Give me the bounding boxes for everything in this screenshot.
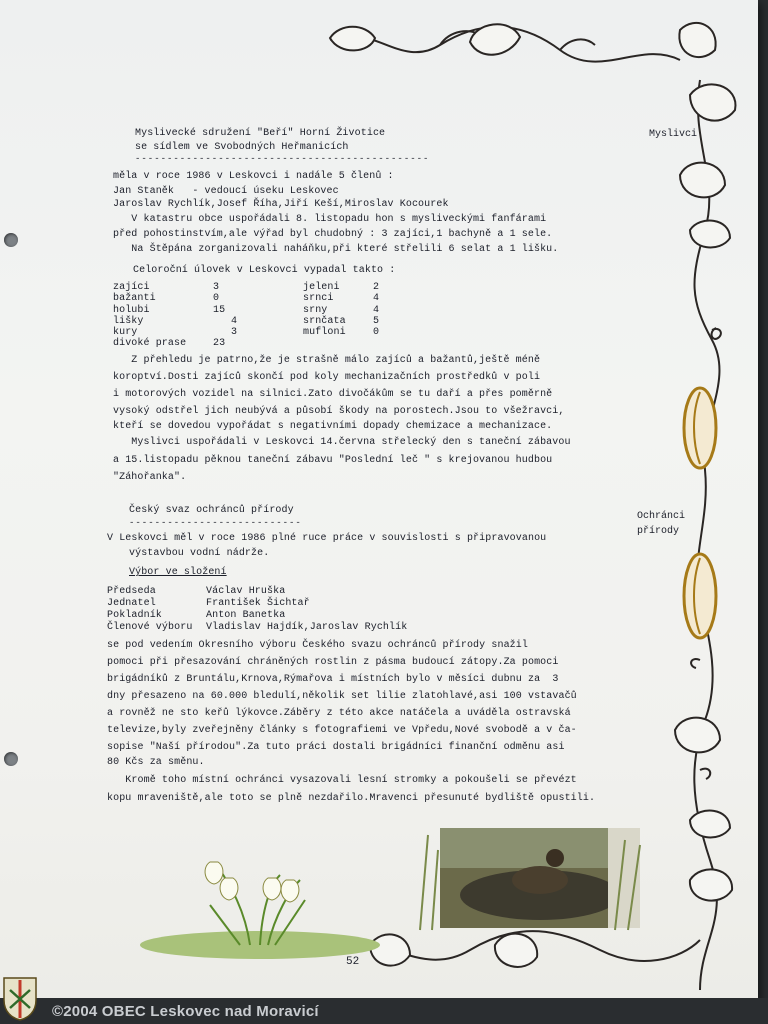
header-line: se sídlem ve Svobodných Heřmanicích bbox=[135, 142, 349, 153]
catch-name: kury bbox=[113, 327, 138, 338]
catch-name: srnčata bbox=[303, 316, 346, 327]
catch-name: mufloni bbox=[303, 327, 346, 338]
committee-name: Václav Hruška bbox=[206, 586, 286, 597]
summary-line: Z přehledu je patrno,že je strašně málo zajíců a bažantů,ještě méně bbox=[113, 355, 541, 366]
summary-line: vysoký odstřel jich neubývá a působí škody na porostech.Jsou to všežravci, bbox=[113, 406, 565, 417]
catch-count: 0 bbox=[213, 293, 220, 304]
catch-count: 0 bbox=[373, 327, 380, 338]
summary-line: kteří se dovedou vypořádat s negativními dopady chemizace a mechanizace. bbox=[113, 421, 553, 432]
committee-role: Pokladník bbox=[107, 610, 162, 621]
committee-role: Jednatel bbox=[107, 598, 156, 609]
catch-count: 2 bbox=[373, 282, 380, 293]
catch-count: 4 bbox=[373, 293, 380, 304]
closing-line: Kromě toho místní ochránci vysazovali lesní stromky a pokoušeli se převézt bbox=[107, 775, 577, 786]
margin-note: Myslivci bbox=[649, 129, 698, 140]
protection-line: pomoci při přesazování chráněných rostlin z pásma budoucí zátopy.Za pomoci bbox=[107, 657, 559, 668]
committee-name: Anton Banetka bbox=[206, 610, 286, 621]
section2-title: Český svaz ochránců přírody bbox=[129, 505, 294, 516]
snowdrop-flowers bbox=[140, 862, 380, 959]
catch-count: 5 bbox=[373, 316, 380, 327]
committee-name: Vladislav Hajdík,Jaroslav Rychlík bbox=[206, 622, 408, 633]
committee-name: František Šichtař bbox=[206, 598, 310, 609]
catch-name: srnci bbox=[303, 293, 334, 304]
committee-heading: Výbor ve složení bbox=[129, 567, 227, 578]
summary-line: koroptví.Dosti zajíců skončí pod koly mechanizačních prostředků v poli bbox=[113, 372, 541, 383]
protection-line: televize,byly zveřejněny články s fotografiemi ve Vpředu,Nové svobodě a v ča- bbox=[107, 725, 577, 736]
member-line: Jaroslav Rychlík,Josef Říha,Jiří Keší,Miroslav Kocourek bbox=[113, 199, 449, 210]
header-line: Myslivecké sdružení "Beří" Horní Životice bbox=[135, 128, 386, 139]
catch-name: jeleni bbox=[303, 282, 340, 293]
catch-count: 15 bbox=[213, 305, 226, 316]
protection-line: 80 Kčs za směnu. bbox=[107, 757, 205, 768]
committee-role: Členové výboru bbox=[107, 622, 193, 633]
protection-line: a rovněž ne sto keřů lýkovce.Záběry z této akce natáčela a uváděla ostravská bbox=[107, 708, 571, 719]
section2-line: V Leskovci měl v roce 1986 plné ruce práce v souvislosti s připravovanou bbox=[107, 533, 547, 544]
catch-heading: Celoroční úlovek v Leskovci vypadal takto : bbox=[133, 265, 396, 276]
catch-count: 23 bbox=[213, 338, 226, 349]
catch-name: zajíci bbox=[113, 282, 150, 293]
protection-line: se pod vedením Okresního výboru Českého svazu ochránců přírody snažil bbox=[107, 640, 528, 651]
margin-note: přírody bbox=[637, 526, 680, 537]
catch-name: holubi bbox=[113, 305, 150, 316]
section2-line: výstavbou vodní nádrže. bbox=[129, 548, 270, 559]
catch-count: 4 bbox=[231, 316, 238, 327]
catch-name: lišky bbox=[113, 316, 144, 327]
grebe-photo bbox=[420, 828, 640, 930]
margin-note: Ochránci bbox=[637, 511, 686, 522]
hunt-line: Na Štěpána zorganizovali naháňku,při které střelili 6 selat a 1 lišku. bbox=[113, 244, 559, 255]
members-intro: měla v roce 1986 v Leskovci i nadále 5 členů : bbox=[113, 171, 394, 182]
page-number: 52 bbox=[346, 956, 360, 968]
protection-line: brigádníků z Bruntálu,Krnova,Rýmařova i místních bylo v měsíci dubnu za 3 bbox=[107, 674, 559, 685]
catch-count: 3 bbox=[213, 282, 220, 293]
hunt-line: před pohostinstvím,ale výřad byl chudobný : 3 zajíci,1 bachyně a 1 sele. bbox=[113, 229, 553, 240]
hunt-line: V katastru obce uspořádali 8. listopadu hon s mysliveckými fanfárami bbox=[113, 214, 547, 225]
summary-line: a 15.listopadu pěknou taneční zábavu "Poslední leč " s kreјovanou hudbou bbox=[113, 455, 553, 466]
summary-line: i motorových vozidel na silnici.Zato divočákům se tu daří a přes poměrně bbox=[113, 389, 553, 400]
catch-count: 4 bbox=[373, 305, 380, 316]
summary-line: Myslivci uspořádali v Leskovci 14.června střelecký den s taneční zábavou bbox=[113, 437, 571, 448]
coat-of-arms-icon bbox=[2, 976, 38, 1022]
section2-rule: --------------------------- bbox=[129, 518, 302, 528]
summary-line: "Záhořanka". bbox=[113, 472, 187, 483]
catch-name: divoké prase bbox=[113, 338, 187, 349]
header-rule: ---------------------------------------------- bbox=[135, 154, 430, 164]
member-line: Jan Staněk - vedoucí úseku Leskovec bbox=[113, 186, 339, 197]
copyright-text: ©2004 OBEC Leskovec nad Moravicí bbox=[52, 1003, 319, 1020]
catch-count: 3 bbox=[231, 327, 238, 338]
catch-name: srny bbox=[303, 305, 328, 316]
catch-name: bažanti bbox=[113, 293, 156, 304]
protection-line: sopise "Naší přírodou".Za tuto práci dostali brigádníci finanční odměnu asi bbox=[107, 742, 565, 753]
closing-line: kopu mraveniště,ale toto se plně nezdařilo.Mravenci přesunuté bydliště opustili. bbox=[107, 793, 596, 804]
committee-role: Předseda bbox=[107, 586, 156, 597]
protection-line: dny přesazeno na 60.000 bledulí,několik set lilie zlatohlavé,asi 100 vstavačů bbox=[107, 691, 577, 702]
